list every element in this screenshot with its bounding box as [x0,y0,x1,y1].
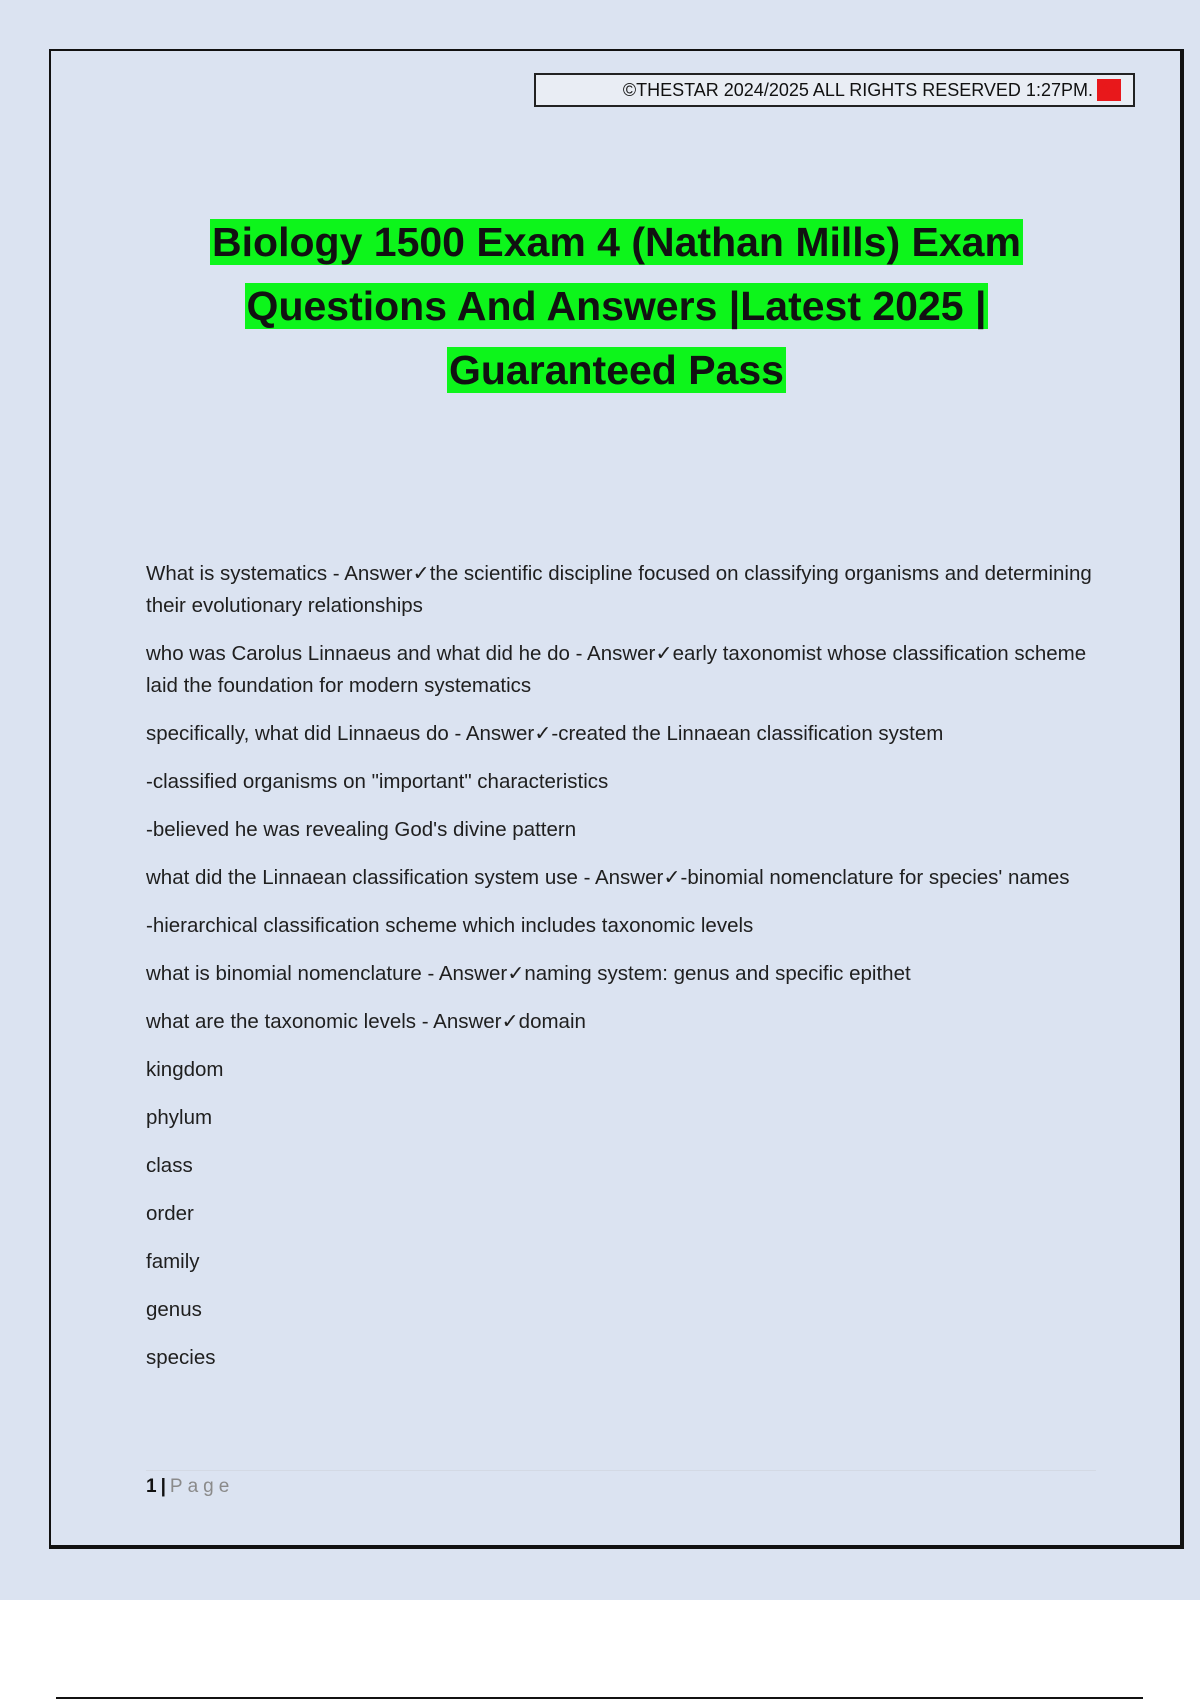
taxonomic-level: class [146,1154,193,1177]
taxonomic-level: genus [146,1298,202,1321]
title-line-3: Guaranteed Pass [449,347,784,393]
qa-item: -believed he was revealing God's divine pattern [146,818,577,841]
qa-item: what did the Linnaean classification system use - Answer✓-binomial nomenclature for species' names [146,866,1070,889]
qa-item: specifically, what did Linnaeus do - Answer✓-created the Linnaean classification system [146,722,944,745]
title-line-2: Questions And Answers |Latest 2025 | [246,283,987,329]
qa-content [146,558,1096,1390]
grade-badge: A+ [1097,79,1121,101]
footer-separator: | [160,1476,166,1497]
qa-item: what is binomial nomenclature - Answer✓naming system: genus and specific epithet [146,962,911,985]
footer-divider [146,1470,1096,1471]
title-line-1: Biology 1500 Exam 4 (Nathan Mills) Exam [212,219,1021,265]
qa-item: what are the taxonomic levels - Answer✓domain [146,1010,586,1033]
qa-item: -hierarchical classification scheme which includes taxonomic levels [146,914,754,937]
qa-item: who was Carolus Linnaeus and what did he do - Answer✓early taxonomist whose classification scheme laid the foundation for modern systematics [146,642,1087,697]
taxonomic-level: family [146,1250,200,1273]
taxonomic-level: order [146,1202,194,1225]
qa-item: What is systematics - Answer✓the scientific discipline focused on classifying organisms and determining their evolutionary relationships [146,562,1092,617]
qa-item: -classified organisms on "important" characteristics [146,770,609,793]
page-footer [146,1474,234,1500]
copyright-header [534,73,1135,107]
taxonomic-level: kingdom [146,1058,224,1081]
taxonomic-level: species [146,1346,216,1369]
bottom-divider [56,1697,1143,1699]
document-title [120,210,1113,402]
taxonomic-level: phylum [146,1106,213,1129]
page-number: 1 [146,1476,157,1497]
copyright-text: ©THESTAR 2024/2025 ALL RIGHTS RESERVED 1:27PM. [622,79,1093,100]
page-label: Page [169,1476,235,1497]
